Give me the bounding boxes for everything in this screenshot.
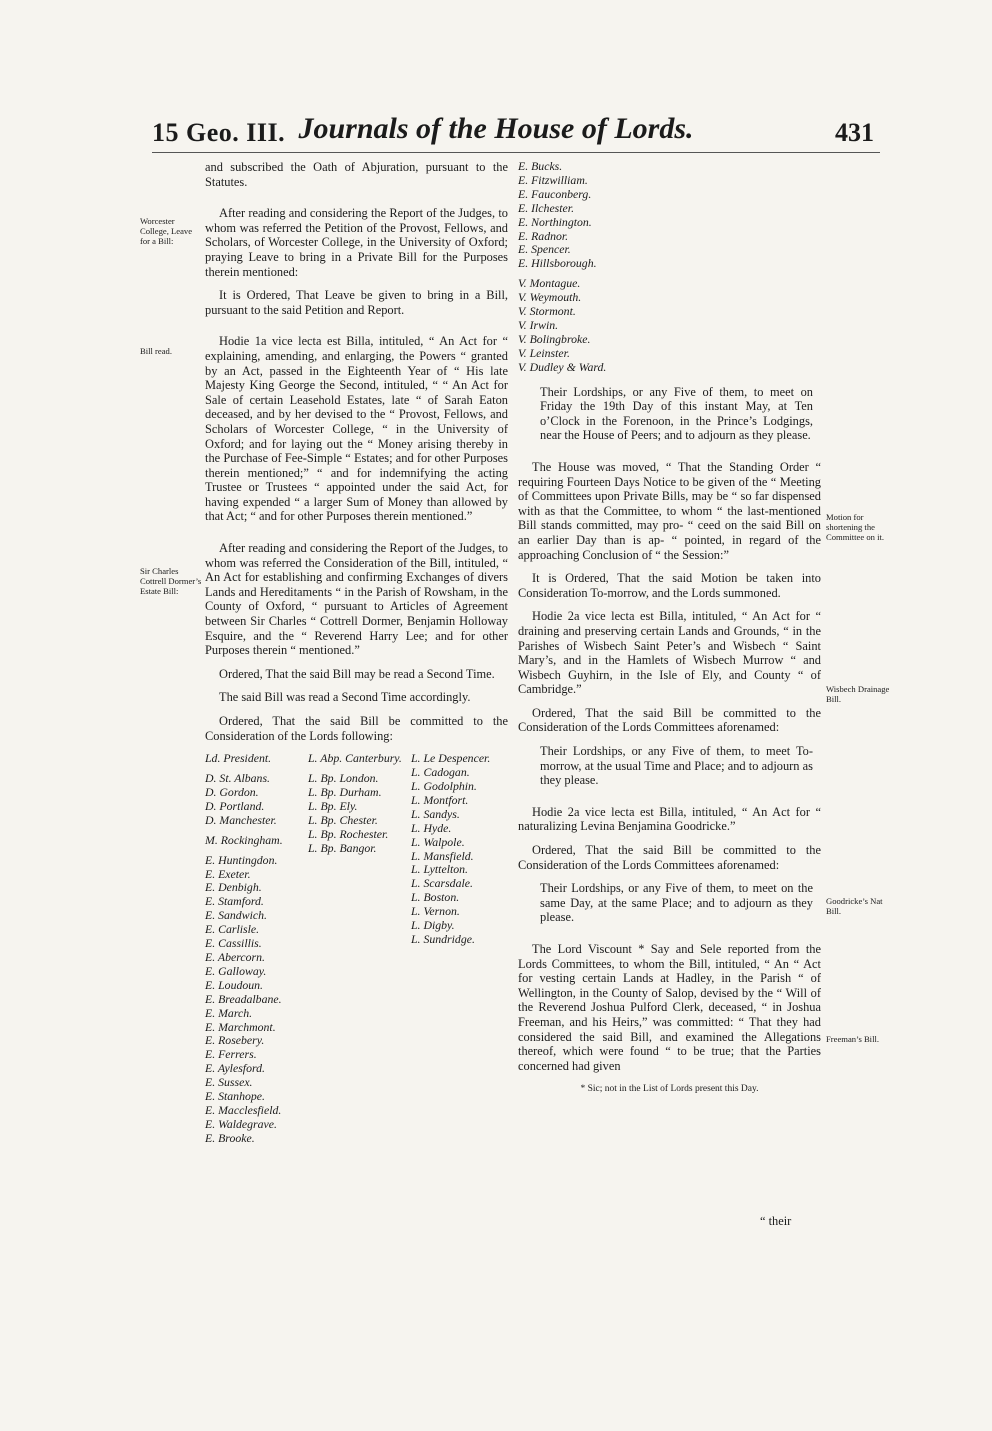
margin-note-wisbech: Wisbech Drainage Bill.: [826, 684, 890, 704]
lord-entry: L. Bp. Chester.: [308, 812, 378, 827]
lord-entry: V. Dudley & Ward.: [518, 359, 607, 374]
lord-entry: E. March.: [205, 1005, 253, 1020]
wisbech-paragraph: Hodie 2a vice lecta est Billa, intituled, “ An Act for “ draining and preserving certain Lands and Grounds, “ in the Parishes of Wisbech Saint Peter’s and Wisbech “ Saint Mary’s, and in the Hamlets of Wisbech Murrow “ and Wisbech Guyhirn, in the Isle of Ely, and County “ of Cambridge.”: [518, 609, 821, 697]
lord-entry: L. Boston.: [411, 890, 460, 905]
meeting-paragraph-1: Their Lordships, or any Five of them, to meet on Friday the 19th Day of this instant May, at Ten o’Clock in the Forenoon, in the Prince’s Lodgings, near the House of Peers; and to adjourn as they please.: [540, 384, 813, 443]
lord-entry: E. Denbigh.: [205, 880, 262, 895]
lord-entry: L. Lyttelton.: [411, 862, 468, 877]
lord-entry: E. Galloway.: [205, 963, 267, 978]
left-column: [205, 160, 508, 1154]
ordered-motion-paragraph: It is Ordered, That the said Motion be taken into Consideration To-morrow, and the Lords summoned.: [518, 571, 821, 600]
lord-entry: V. Bolingbroke.: [518, 331, 591, 346]
lord-entry: E. Northington.: [518, 214, 592, 229]
lords-list: [205, 752, 508, 1145]
lord-entry: E. Aylesford.: [205, 1061, 265, 1076]
lord-entry: L. Sandys.: [411, 806, 460, 821]
lord-entry: E. Spencer.: [518, 242, 571, 257]
lord-entry: E. Brooke.: [205, 1130, 255, 1145]
lord-entry: L. Godolphin.: [411, 779, 477, 793]
ordered-second-time-paragraph: Ordered, That the said Bill may be read a Second Time.: [219, 666, 495, 681]
lord-entry: L. Montfort.: [411, 792, 469, 807]
lord-entry: M. Rockingham.: [205, 832, 283, 847]
ordered-goodricke-paragraph: Ordered, That the said Bill be committed to the Consideration of the Lords Committees aforenamed:: [518, 843, 821, 872]
lord-entry: E. Sandwich.: [205, 908, 267, 923]
lord-entry: V. Leinster.: [518, 345, 570, 360]
lord-entry: L. Hyde.: [411, 820, 452, 835]
lord-entry: L. Sundridge.: [411, 931, 475, 946]
lord-entry: L. Walpole.: [411, 834, 465, 849]
lord-entry: E. Radnor.: [518, 228, 569, 243]
lord-entry: E. Carlisle.: [205, 922, 260, 937]
lord-entry: L. Bp. Bangor.: [308, 840, 377, 855]
lord-entry: V. Weymouth.: [518, 290, 582, 305]
read-second-time-paragraph: The said Bill was read a Second Time accordingly.: [219, 690, 471, 705]
lords-column-1: [205, 752, 302, 1145]
lord-entry: V. Montague.: [518, 276, 581, 291]
lord-entry: E. Huntingdon.: [205, 852, 278, 867]
lord-entry: E. Hillsborough.: [518, 256, 597, 271]
meeting-paragraph-2: Their Lordships, or any Five of them, to meet To-morrow, at the usual Time and Place; and to adjourn as they please.: [540, 744, 813, 788]
lord-entry: D. Portland.: [205, 798, 265, 813]
lord-entry: E. Ferrers.: [205, 1047, 257, 1062]
ordered-committed-paragraph: Ordered, That the said Bill be committed to the Consideration of the Lords following:: [205, 714, 508, 743]
worcester-paragraph: After reading and considering the Report of the Judges, to whom was referred the Petition of the Provost, Fellows, and Scholars, of Worcester College, in the University of Oxford; praying Leave to bring in a Private Bill for the Purposes therein mentioned:: [205, 206, 508, 279]
lord-entry: E. Fitzwilliam.: [518, 172, 588, 187]
lord-entry: L. Vernon.: [411, 904, 460, 919]
lord-entry: L. Bp. Durham.: [308, 785, 382, 799]
lord-entry: E. Breadalbane.: [205, 991, 282, 1006]
lord-entry: L. Scarsdale.: [411, 876, 473, 891]
right-column: [518, 160, 821, 1103]
lord-entry: E. Ilchester.: [518, 200, 575, 215]
lord-entry: V. Irwin.: [518, 317, 559, 332]
lord-entry: L. Digby.: [411, 918, 455, 933]
lord-entry: Ld. President.: [205, 751, 272, 766]
margin-note-goodricke: Goodricke’s Nat Bill.: [826, 896, 883, 916]
lord-entry: L. Cadogan.: [411, 765, 470, 780]
lord-entry: D. Gordon.: [205, 785, 259, 799]
lord-entry: E. Fauconberg.: [518, 186, 592, 201]
dormer-paragraph: After reading and considering the Report of the Judges, to whom was referred the Consideration of the Bill, intituled, “ An Act for establishing and confirming Exchanges of divers Lands and Hereditaments “ in the Parish of Rowsham, in the County of Oxford, “ pursuant to Articles of Agreement between Sir Charles “ Cottrell Dormer, Benjamin Holloway Esquire, and the “ Reverend Harry Lee; and for other Purposes therein “ mentioned.”: [205, 541, 508, 658]
lord-entry: E. Loudoun.: [205, 977, 264, 992]
lord-entry: E. Waldegrave.: [205, 1116, 277, 1131]
hodie-first-reading-paragraph: Hodie 1a vice lecta est Billa, intituled, “ An Act for “ explaining, amending, and enlarging, the Powers “ granted by an Act, passed in the Eighteenth Year of “ His late Majesty King George the Second, intituled, “ “ An Act for Sale of certain Leasehold Estates, late “ of Sarah Eaton deceased, and by her devised to the “ Provost, Fellows, and Scholars of Worcester College, “ in the University of Oxford; and for laying out the “ Money arising thereby in the Purchase of Fee-Simple “ Estates; and for other Purposes therein mentioned;” “ and for indemnifying the acting Trustee or Trustees “ appointed under the said Act, for having expended “ a larger Sum of Money than allowed by that Act; “ and for other Purposes therein mentioned.”: [205, 334, 508, 524]
lord-entry: D. Manchester.: [205, 812, 277, 827]
footnote: * Sic; not in the List of Lords present this Day.: [580, 1084, 759, 1095]
lord-entry: D. St. Albans.: [205, 771, 270, 786]
lords-column-2: [308, 752, 405, 1145]
catchword: “ their: [760, 1214, 792, 1228]
lord-entry: L. Bp. Ely.: [308, 798, 358, 813]
page-number: 431: [835, 118, 874, 147]
lord-entry: E. Stanhope.: [205, 1089, 265, 1104]
margin-note-worcester: Worcester College, Leave for a Bill:: [140, 216, 193, 246]
margin-note-dormer: Sir Charles Cottrell Dormer’s Estate Bill:: [140, 566, 202, 596]
lord-entry: E. Cassillis.: [205, 936, 262, 951]
lord-entry: E. Bucks.: [518, 159, 563, 173]
lord-entry: L. Bp. London.: [308, 771, 379, 786]
running-head-regnal: 15 Geo. III.: [152, 118, 286, 147]
lord-entry: E. Marchmont.: [205, 1019, 276, 1034]
lord-entry: E. Abercorn.: [205, 949, 265, 964]
freeman-paragraph: The Lord Viscount * Say and Sele reported from the Lords Committees, to whom the Bill, intituled, “ An “ Act for vesting certain Lands at Hadley, in the Parish “ of Wellington, in the County of Salop, devised by the “ Will of the Reverend Joshua Pulford Clerk, deceased, “ in Joshua Freeman, and his Heirs,” was committed: “ That they had considered the said Bill, and examined the Allegations thereof, which were found “ to be true; that the Parties concerned had given: [518, 942, 821, 1073]
margin-note-motion: Motion for shortening the Committee on it.: [826, 512, 885, 542]
goodricke-paragraph: Hodie 2a vice lecta est Billa, intituled, “ An Act for “ naturalizing Levina Benjamina Goodricke.”: [518, 804, 821, 834]
lords-column-3: [411, 752, 508, 1145]
motion-paragraph: The House was moved, “ That the Standing Order “ requiring Fourteen Days Notice to be given of the “ Meeting of Committees upon Private Bills, may be “ so far dispensed with as that the Committee, to whom “ the last-mentioned Bill stands committed, may pro- “ ceed on the said Bill on an earlier Day than is ap- “ pointed, in regard of the approaching Conclusion of “ the Session:”: [518, 459, 821, 562]
lord-entry: L. Abp. Canterbury.: [308, 751, 402, 766]
running-head-title: Journals of the House of Lords.: [298, 112, 694, 145]
lord-entry: E. Exeter.: [205, 866, 251, 881]
lord-entry: L. Mansfield.: [411, 848, 474, 863]
lord-entry: V. Stormont.: [518, 304, 576, 319]
ordered-wisbech-paragraph: Ordered, That the said Bill be committed to the Consideration of the Lords Committees aforenamed:: [518, 705, 821, 735]
ordered-leave-paragraph: It is Ordered, That Leave be given to bring in a Bill, pursuant to the said Petition and Report.: [205, 288, 508, 317]
meeting-paragraph-3: Their Lordships, or any Five of them, to meet on the same Day, at the same Place; and to adjourn as they please.: [540, 881, 813, 925]
margin-note-freeman: Freeman’s Bill.: [826, 1034, 879, 1044]
intro-paragraph: and subscribed the Oath of Abjuration, pursuant to the Statutes.: [205, 160, 508, 189]
lord-entry: E. Macclesfield.: [205, 1102, 282, 1117]
lord-entry: L. Le Despencer.: [411, 751, 491, 766]
margin-note-bill-read: Bill read.: [140, 346, 172, 356]
lord-entry: L. Bp. Rochester.: [308, 826, 389, 841]
lords-list-continued: [518, 160, 821, 375]
lord-entry: E. Sussex.: [205, 1075, 253, 1090]
lord-entry: E. Rosebery.: [205, 1033, 265, 1048]
lord-entry: E. Stamford.: [205, 894, 264, 909]
header-rule: [152, 152, 880, 153]
